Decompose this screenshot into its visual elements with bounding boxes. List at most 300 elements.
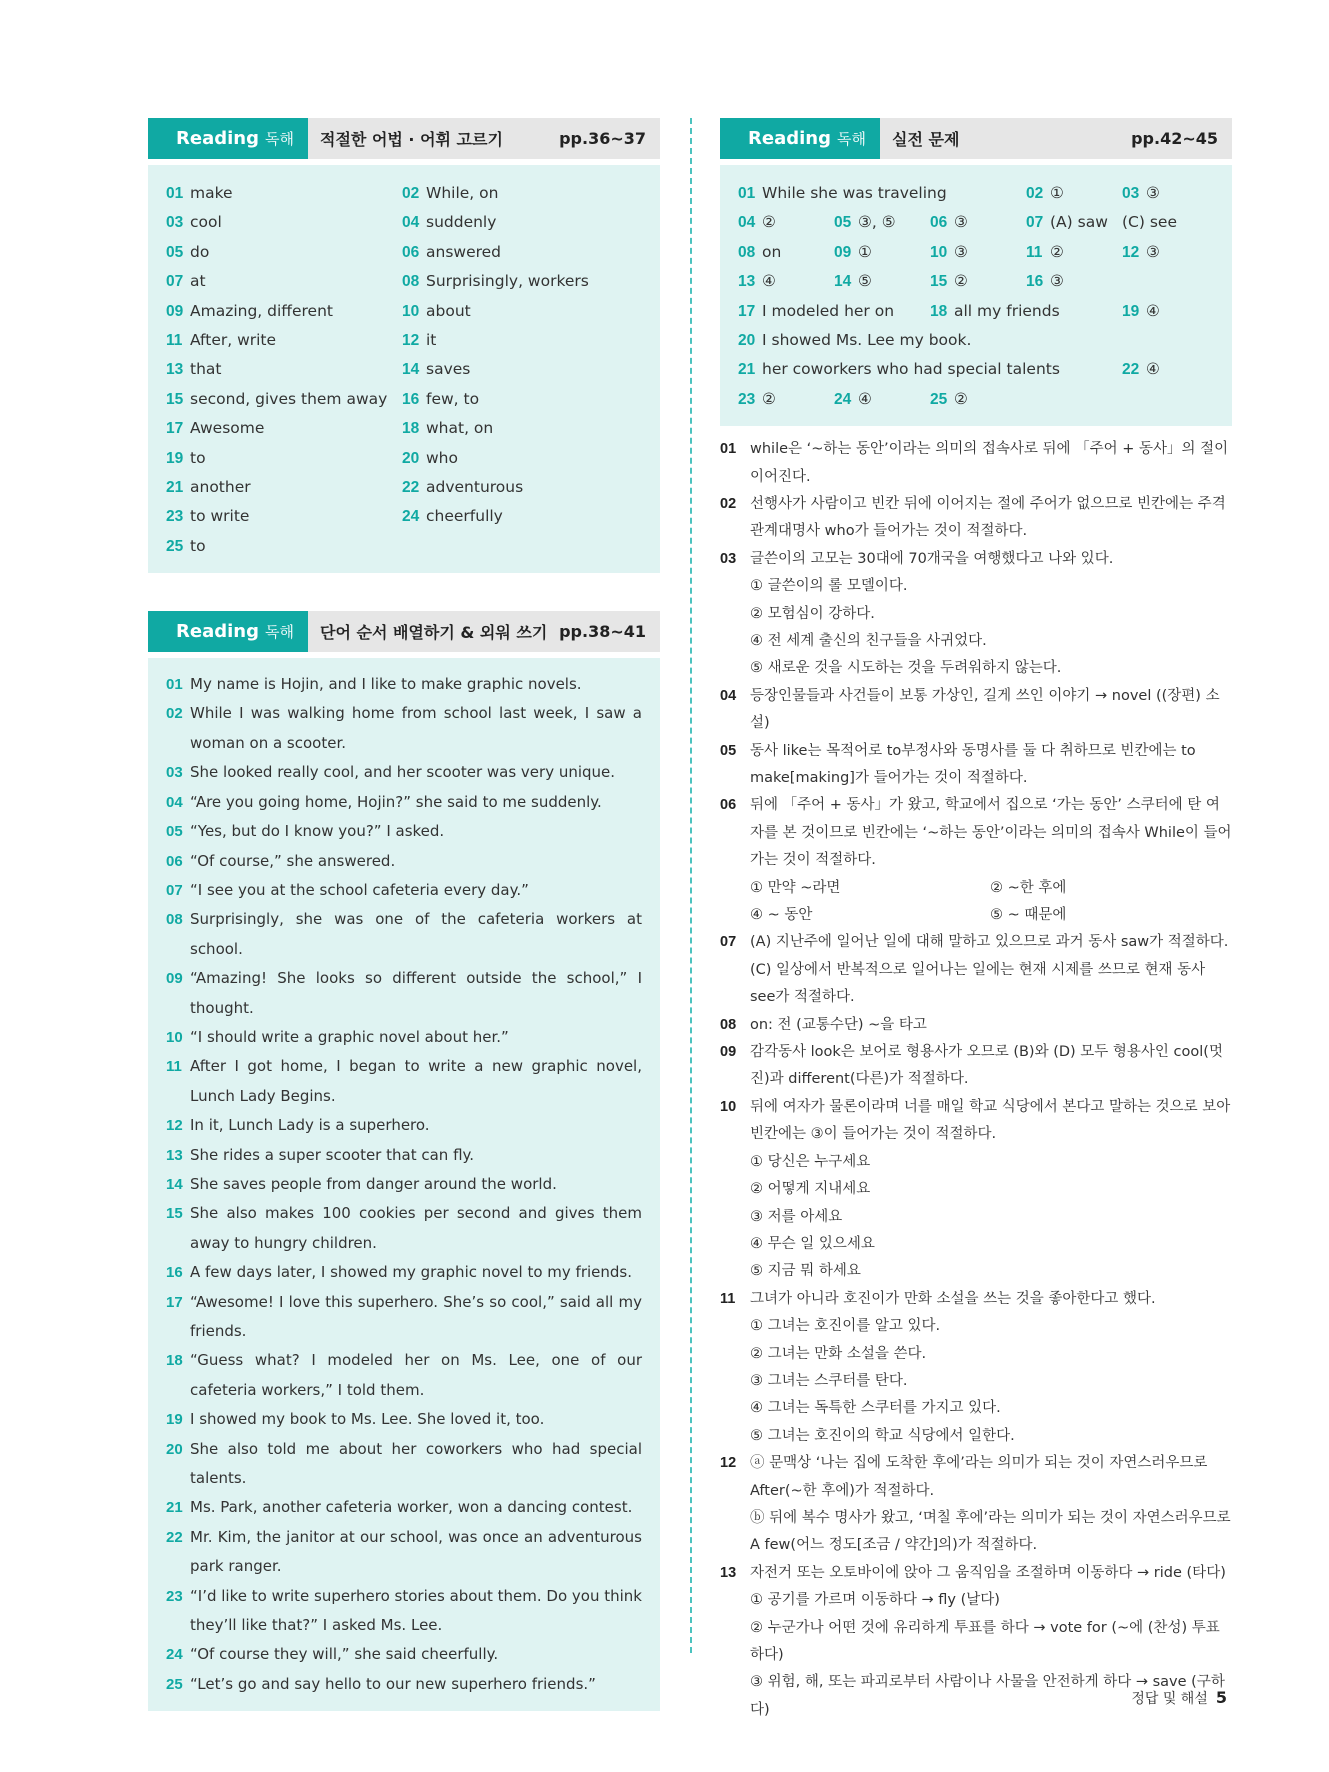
answer-item [166, 326, 402, 355]
explanation-body [750, 792, 1232, 874]
sentence-item [166, 1141, 642, 1170]
explanation-number: 09 [720, 1044, 737, 1061]
answer-item [166, 473, 402, 502]
answer-cell [834, 208, 930, 237]
answer-cell [930, 238, 1026, 267]
sentence-number: 15 [166, 1205, 183, 1223]
answer-text: ⑤ [858, 272, 872, 291]
answer-row [738, 238, 1214, 267]
option-line: ② ~한 후에 [990, 879, 1067, 896]
answer-cell [930, 385, 1026, 414]
answer-text: saves [426, 360, 471, 379]
answer-text: ③ [1146, 184, 1160, 202]
answer-text: ③ [1146, 242, 1160, 261]
grammar-answer-box [148, 165, 660, 573]
answer-item [166, 179, 402, 208]
explanation-body [750, 929, 1232, 1011]
answer-text: (C) see [1122, 213, 1177, 232]
explanation-number: 10 [720, 1098, 737, 1115]
answer-cell [738, 326, 972, 355]
explanation-item [720, 1450, 1232, 1560]
sentence-text: I showed my book to Ms. Lee. She loved it, too. [190, 1410, 545, 1429]
sentence-text: In it, Lunch Lady is a superhero. [190, 1116, 430, 1135]
answer-text: cheerfully [426, 507, 503, 526]
answer-number: 11 [166, 331, 183, 349]
explanation-body [750, 1286, 1232, 1313]
option-line: ① 당신은 누구세요 [750, 1153, 871, 1170]
sentence-text: My name is Hojin, and I like to make graphic novels. [190, 675, 582, 694]
answer-cell [1026, 385, 1122, 414]
sentence-number: 11 [166, 1058, 182, 1076]
answer-number: 20 [738, 331, 756, 349]
answer-item [402, 355, 638, 384]
sentence-number: 10 [166, 1028, 183, 1046]
explanation-body [750, 1560, 1232, 1587]
answer-row [738, 355, 1214, 384]
answer-cell [738, 208, 834, 237]
sentence-number: 07 [166, 881, 183, 899]
answer-number: 16 [1026, 273, 1044, 291]
answer-number: 08 [402, 273, 420, 291]
answer-text: that [190, 360, 222, 379]
sentence-text: “Guess what? I modeled her on Ms. Lee, one of our cafeteria workers,” I told them. [190, 1351, 642, 1399]
explanation-body [750, 1450, 1232, 1560]
answer-row [738, 267, 1214, 296]
answer-item [166, 238, 402, 267]
sentence-item [166, 1111, 642, 1140]
option-line: ⑤ ~ 때문에 [990, 907, 1067, 924]
reading-tag: Reading 독해 [148, 611, 308, 652]
explanation-item [720, 738, 1232, 793]
page-range: pp.36~37 [559, 129, 646, 148]
section-header-grammar [148, 118, 660, 159]
sentence-number: 20 [166, 1440, 183, 1458]
answer-number: 10 [930, 243, 948, 261]
sentence-answer-box [148, 658, 660, 1711]
answer-cell [1122, 267, 1218, 296]
answer-text: While she was traveling [762, 184, 947, 202]
answer-cell [1122, 385, 1218, 414]
answer-item [166, 532, 402, 561]
answer-item [402, 473, 638, 502]
answer-text: ② [954, 389, 968, 408]
answer-text: who [426, 448, 458, 467]
answer-cell [930, 267, 1026, 296]
sentence-text: “Of course,” she answered. [190, 851, 396, 870]
answer-text: ② [762, 389, 776, 408]
option-line: ⑤ 지금 뭐 하세요 [750, 1263, 861, 1280]
left-column [148, 118, 660, 1711]
answer-item [402, 326, 638, 355]
answer-cell [1122, 179, 1218, 208]
answer-text: to [190, 536, 206, 555]
sentence-text: “I see you at the school cafeteria every day.” [190, 880, 529, 899]
answer-number: 10 [402, 302, 420, 320]
option-line: ③ 위험, 해, 또는 파괴로부터 사람이나 사물을 안전하게 하다 → save (구하다) [750, 1674, 1225, 1718]
sentence-number: 12 [166, 1117, 183, 1135]
answer-cell [930, 355, 1026, 384]
explanation-body [750, 738, 1232, 793]
answer-number: 07 [166, 273, 184, 291]
answer-text: suddenly [426, 213, 497, 232]
answer-item [402, 238, 638, 267]
answer-cell [1026, 297, 1122, 326]
answer-text: I showed Ms. Lee my book. [762, 330, 972, 349]
answer-number: 12 [1122, 243, 1140, 261]
answer-cell [834, 238, 930, 267]
answer-text: answered [426, 242, 502, 261]
answer-cell [1122, 238, 1218, 267]
sentence-number: 23 [166, 1587, 183, 1605]
sentence-item [166, 670, 642, 699]
option-line: ④ ~ 동안 [750, 907, 813, 924]
answer-text: ④ [858, 389, 872, 408]
answer-text: do [190, 242, 210, 261]
section-title: 단어 순서 배열하기 & 외워 쓰기 [320, 623, 548, 643]
explanation-line: ⓐ 문맥상 ‘나는 집에 도착한 후에’라는 의미가 되는 것이 자연스러우므로 After(~한 후에)가 적절하다. [750, 1455, 1208, 1499]
answer-number: 12 [402, 331, 420, 349]
answer-number: 20 [402, 449, 420, 467]
answer-text: ② [1050, 242, 1064, 261]
explanation-item [720, 546, 1232, 573]
answer-number: 21 [738, 361, 756, 379]
answer-text: Amazing, different [190, 301, 333, 320]
answer-row [738, 179, 1214, 208]
answer-row [738, 297, 1214, 326]
section-title: 적절한 어법 · 어휘 고르기 [320, 130, 503, 149]
answer-number: 15 [166, 390, 184, 408]
sentence-number: 22 [166, 1528, 183, 1546]
sentence-text: A few days later, I showed my graphic novel to my friends. [190, 1263, 633, 1282]
explanation-line: 그녀가 아니라 호진이가 만화 소설을 쓰는 것을 좋아한다고 했다. [750, 1290, 1156, 1307]
sentence-text: Surprisingly, she was one of the cafeteria workers at school. [190, 910, 642, 958]
answer-text: ③ [954, 213, 968, 232]
explanation-body [750, 1012, 1232, 1039]
answer-item [166, 414, 402, 443]
explanation-line: 감각동사 look은 보어로 형용사가 오므로 (B)와 (D) 모두 형용사인 cool(멋진)과 different(다른)가 적절하다. [750, 1044, 1223, 1088]
answer-number: 25 [930, 390, 948, 408]
answer-item [402, 414, 638, 443]
sentence-item [166, 1670, 642, 1699]
explanation-item [720, 683, 1232, 738]
answer-number: 23 [166, 508, 184, 526]
sentence-text: “Of course they will,” she said cheerfully. [190, 1645, 499, 1664]
sentence-number: 08 [166, 911, 183, 929]
option-line: ① 만약 ~라면 [750, 879, 841, 896]
explanation-line: (A) 지난주에 일어난 일에 대해 말하고 있으므로 과거 동사 saw가 적절하다. [750, 934, 1229, 951]
explanation-line: while은 ‘~하는 동안’이라는 의미의 접속사로 뒤에 「주어 + 동사」의 절이 이어진다. [750, 441, 1229, 485]
sentence-item [166, 1346, 642, 1405]
sentence-text: “Are you going home, Hojin?” she said to me suddenly. [190, 792, 602, 811]
answer-cell [1026, 179, 1122, 208]
explanation-line: on: 전 (교통수단) ~을 타고 [750, 1016, 927, 1033]
sentence-item [166, 905, 642, 964]
answer-text: to write [190, 507, 250, 526]
sentence-item [166, 1640, 642, 1669]
answer-text: ④ [1146, 301, 1160, 320]
answer-text: what, on [426, 419, 494, 438]
answer-cell [834, 297, 930, 326]
answer-text: ③, ⑤ [858, 213, 896, 232]
explanation-item [720, 491, 1232, 546]
sentence-item [166, 1523, 642, 1582]
answer-number: 03 [166, 214, 184, 232]
answer-cell [1122, 326, 1218, 355]
answer-number: 06 [402, 243, 420, 261]
answer-number: 17 [738, 302, 756, 320]
answer-cell [930, 297, 1060, 326]
section-header-ordering [148, 611, 660, 652]
answer-item [402, 297, 638, 326]
answer-number: 21 [166, 478, 184, 496]
sentence-text: She rides a super scooter that can fly. [190, 1145, 475, 1164]
option-grid [720, 875, 1232, 930]
answer-cell [930, 326, 1026, 355]
answer-number: 22 [1122, 361, 1140, 379]
answer-cell [738, 238, 834, 267]
answer-cell [1026, 326, 1122, 355]
footer-label: 정답 및 해설 [1131, 1691, 1208, 1707]
answer-text: Awesome [190, 419, 265, 438]
explanation-line: 뒤에 「주어 + 동사」가 왔고, 학교에서 집으로 ‘가는 동안’ 스쿠터에 탄 여자를 본 것이므로 빈칸에는 ‘~하는 동안’이라는 의미의 접속사 While이 들어가는 것이 적절하다. [750, 797, 1232, 869]
answer-cell [1026, 267, 1122, 296]
explanation-body [750, 1094, 1232, 1149]
section-title: 실전 문제 [892, 130, 960, 149]
option-line: ④ 무슨 일 있으세요 [750, 1235, 875, 1252]
answer-number: 17 [166, 420, 184, 438]
answer-item [402, 208, 638, 237]
explanation-number: 08 [720, 1016, 737, 1033]
explanation-line: 등장인물들과 사건들이 보통 가상인, 길게 쓰인 이야기 → novel ((장편) 소설) [750, 687, 1220, 732]
answer-number: 08 [738, 243, 756, 261]
answer-number: 06 [930, 214, 948, 232]
sentence-number: 13 [166, 1146, 183, 1164]
answer-row [738, 326, 1214, 355]
answer-cell [930, 208, 1026, 237]
answer-text: adventurous [426, 477, 524, 496]
answer-item [166, 355, 402, 384]
sentence-text: “Yes, but do I know you?” I asked. [190, 822, 445, 841]
answer-number: 03 [1122, 185, 1140, 202]
answer-item [402, 502, 638, 531]
sentence-text: After I got home, I began to write a new graphic novel, Lunch Lady Begins. [190, 1057, 642, 1105]
answer-item [166, 385, 402, 414]
answer-text: all my friends [954, 301, 1060, 320]
sentence-text: “Awesome! I love this superhero. She’s so cool,” said all my friends. [190, 1292, 642, 1341]
answer-item [402, 267, 638, 296]
answer-cell [834, 355, 930, 384]
answer-cell [1026, 238, 1122, 267]
explanation-number: 02 [720, 495, 737, 512]
explanation-number: 05 [720, 742, 737, 759]
answer-cell [834, 385, 930, 414]
explanation-item [720, 1560, 1232, 1587]
answer-number: 23 [738, 390, 756, 408]
option-line: ③ 저를 아세요 [750, 1208, 843, 1225]
answer-text: it [426, 330, 437, 349]
sentence-item [166, 699, 642, 758]
answer-text: another [190, 477, 251, 496]
answer-number: 09 [834, 243, 852, 261]
option-line: ② 모험심이 강하다. [750, 605, 875, 622]
answer-number: 04 [738, 214, 756, 232]
sentence-item [166, 1582, 642, 1641]
practice-answer-box [720, 165, 1232, 426]
answer-cell [738, 355, 1060, 384]
answer-number: 14 [834, 273, 852, 291]
answer-number: 18 [930, 302, 948, 320]
sentence-item [166, 1170, 642, 1199]
explanation-line: 동사 like는 목적어로 to부정사와 동명사를 둘 다 취하므로 빈칸에는 to make[making]가 들어가는 것이 적절하다. [750, 742, 1196, 786]
explanation-number: 06 [720, 797, 737, 814]
answer-number: 13 [738, 273, 756, 291]
sentence-item [166, 876, 642, 905]
answer-text: After, write [190, 330, 277, 349]
sentence-number: 17 [166, 1293, 183, 1311]
answer-text: cool [190, 213, 222, 232]
answer-number: 22 [402, 478, 420, 496]
answer-item [402, 444, 638, 473]
option-line: ⑤ 새로운 것을 시도하는 것을 두려워하지 않는다. [750, 660, 1062, 677]
sentence-text: “Let’s go and say hello to our new superhero friends.” [190, 1674, 596, 1693]
explanation-item [720, 1286, 1232, 1313]
explanation-line: 뒤에 여자가 물론이라며 너를 매일 학교 식당에서 본다고 말하는 것으로 보아 빈칸에는 ③이 들어가는 것이 적절하다. [750, 1098, 1231, 1143]
sentence-number: 25 [166, 1675, 183, 1693]
sentence-item [166, 1405, 642, 1434]
sentence-text: She saves people from danger around the world. [190, 1174, 557, 1193]
answer-number: 02 [402, 185, 420, 202]
explanation-line: 자전거 또는 오토바이에 앉아 그 움직임을 조절하며 이동하다 → ride (타다) [750, 1564, 1226, 1581]
answer-item [166, 297, 402, 326]
sentence-text: “I should write a graphic novel about her.” [190, 1027, 509, 1046]
sentence-item [166, 847, 642, 876]
sentence-number: 02 [166, 705, 183, 723]
explanations [720, 436, 1232, 1724]
explanation-number: 13 [720, 1564, 737, 1581]
answer-number: 16 [402, 390, 420, 408]
explanation-number: 07 [720, 934, 737, 951]
answer-text: While, on [426, 184, 499, 202]
answer-number: 04 [402, 214, 420, 232]
explanation-number: 04 [720, 687, 737, 704]
right-column [720, 118, 1232, 1724]
reading-tag: Reading 독해 [148, 118, 308, 159]
explanation-number: 03 [720, 550, 737, 567]
answer-text: on [762, 242, 782, 261]
sentence-text: While I was walking home from school last week, I saw a woman on a scooter. [190, 704, 642, 752]
answer-number: 25 [166, 537, 184, 555]
sentence-number: 21 [166, 1499, 183, 1517]
option-line: ① 그녀는 호진이를 알고 있다. [750, 1318, 941, 1335]
answer-number: 01 [738, 185, 756, 202]
option-line: ① 글쓴이의 롤 모델이다. [750, 578, 908, 595]
explanation-item [720, 1012, 1232, 1039]
explanation-body [750, 436, 1232, 491]
answer-cell [1026, 208, 1122, 237]
explanation-line: ⓑ 뒤에 복수 명사가 왔고, ‘며칠 후에’라는 의미가 되는 것이 자연스러우므로 A few(어느 정도[조금 / 약간]의)가 적절하다. [750, 1509, 1231, 1554]
option-line: ② 누군가나 어떤 것에 유리하게 투표를 하다 → vote for (~에 (찬성) 투표하다) [750, 1619, 1220, 1663]
answer-number: 24 [402, 508, 420, 526]
answer-number: 19 [1122, 302, 1140, 320]
answer-cell [1122, 208, 1218, 237]
answer-number: 18 [402, 420, 420, 438]
sentence-number: 05 [166, 823, 183, 841]
answer-row [738, 385, 1214, 414]
answer-text: (A) saw [1050, 213, 1108, 232]
explanation-body [750, 491, 1232, 546]
answer-number: 05 [166, 243, 184, 261]
explanation-body [750, 1039, 1232, 1094]
answer-text: ② [954, 272, 968, 291]
explanation-item [720, 436, 1232, 491]
answer-number: 11 [1026, 243, 1043, 261]
option-line: ④ 전 세계 출신의 친구들을 사귀었다. [750, 632, 987, 649]
sentence-number: 14 [166, 1175, 183, 1193]
answer-text: second, gives them away [190, 389, 388, 408]
sentence-number: 16 [166, 1264, 183, 1282]
answer-number: 13 [166, 361, 184, 379]
option-line: ② 어떻게 지내세요 [750, 1181, 871, 1198]
sentence-item [166, 1288, 642, 1347]
explanation-item [720, 1094, 1232, 1149]
sentence-text: Ms. Park, another cafeteria worker, won a dancing contest. [190, 1498, 633, 1517]
answer-number: 01 [166, 185, 184, 202]
sentence-item [166, 1493, 642, 1522]
sentence-text: She also told me about her coworkers who had special talents. [190, 1439, 642, 1488]
answer-text: ④ [1146, 360, 1160, 379]
page-number: 5 [1215, 1688, 1227, 1707]
sentence-number: 18 [166, 1352, 183, 1370]
explanation-number: 11 [720, 1290, 736, 1307]
explanation-line: (C) 일상에서 반복적으로 일어나는 일에는 현재 시제를 쓰므로 현재 동사 see가 적절하다. [750, 961, 1206, 1006]
sentence-number: 01 [166, 676, 183, 694]
sentence-item [166, 964, 642, 1023]
answer-cell [1122, 355, 1218, 384]
sentence-number: 03 [166, 764, 183, 782]
answer-text: ③ [954, 242, 968, 261]
answer-cell [1122, 297, 1218, 326]
answer-cell [738, 179, 947, 208]
answer-number: 14 [402, 361, 420, 379]
sentence-item [166, 758, 642, 787]
answer-cell [834, 179, 930, 208]
answer-cell [834, 326, 930, 355]
sentence-number: 24 [166, 1646, 183, 1664]
answer-text: ① [858, 242, 872, 261]
answer-cell [738, 297, 895, 326]
answer-number: 15 [930, 273, 948, 291]
answer-item [166, 502, 402, 531]
answer-cell [1026, 355, 1122, 384]
sentence-number: 06 [166, 852, 183, 870]
answer-number: 07 [1026, 214, 1044, 232]
answer-number: 02 [1026, 185, 1044, 202]
explanation-line: 글쓴이의 고모는 30대에 70개국을 여행했다고 나와 있다. [750, 550, 1114, 567]
sentence-item [166, 1435, 642, 1494]
sentence-number: 19 [166, 1411, 183, 1429]
sentence-text: “Amazing! She looks so different outside the school,” I thought. [190, 969, 642, 1017]
answer-item [166, 267, 402, 296]
explanation-number: 12 [720, 1455, 737, 1472]
sentence-text: Mr. Kim, the janitor at our school, was once an adventurous park ranger. [190, 1527, 642, 1576]
answer-text: ① [1050, 184, 1064, 202]
answer-text: Surprisingly, workers [426, 272, 589, 291]
answer-row [738, 208, 1214, 237]
sentence-item [166, 1199, 642, 1258]
column-divider [690, 118, 692, 1653]
explanation-line: 선행사가 사람이고 빈칸 뒤에 이어지는 절에 주어가 없으므로 빈칸에는 주격 관계대명사 who가 들어가는 것이 적절하다. [750, 495, 1226, 540]
page-range: pp.42~45 [1131, 129, 1218, 148]
